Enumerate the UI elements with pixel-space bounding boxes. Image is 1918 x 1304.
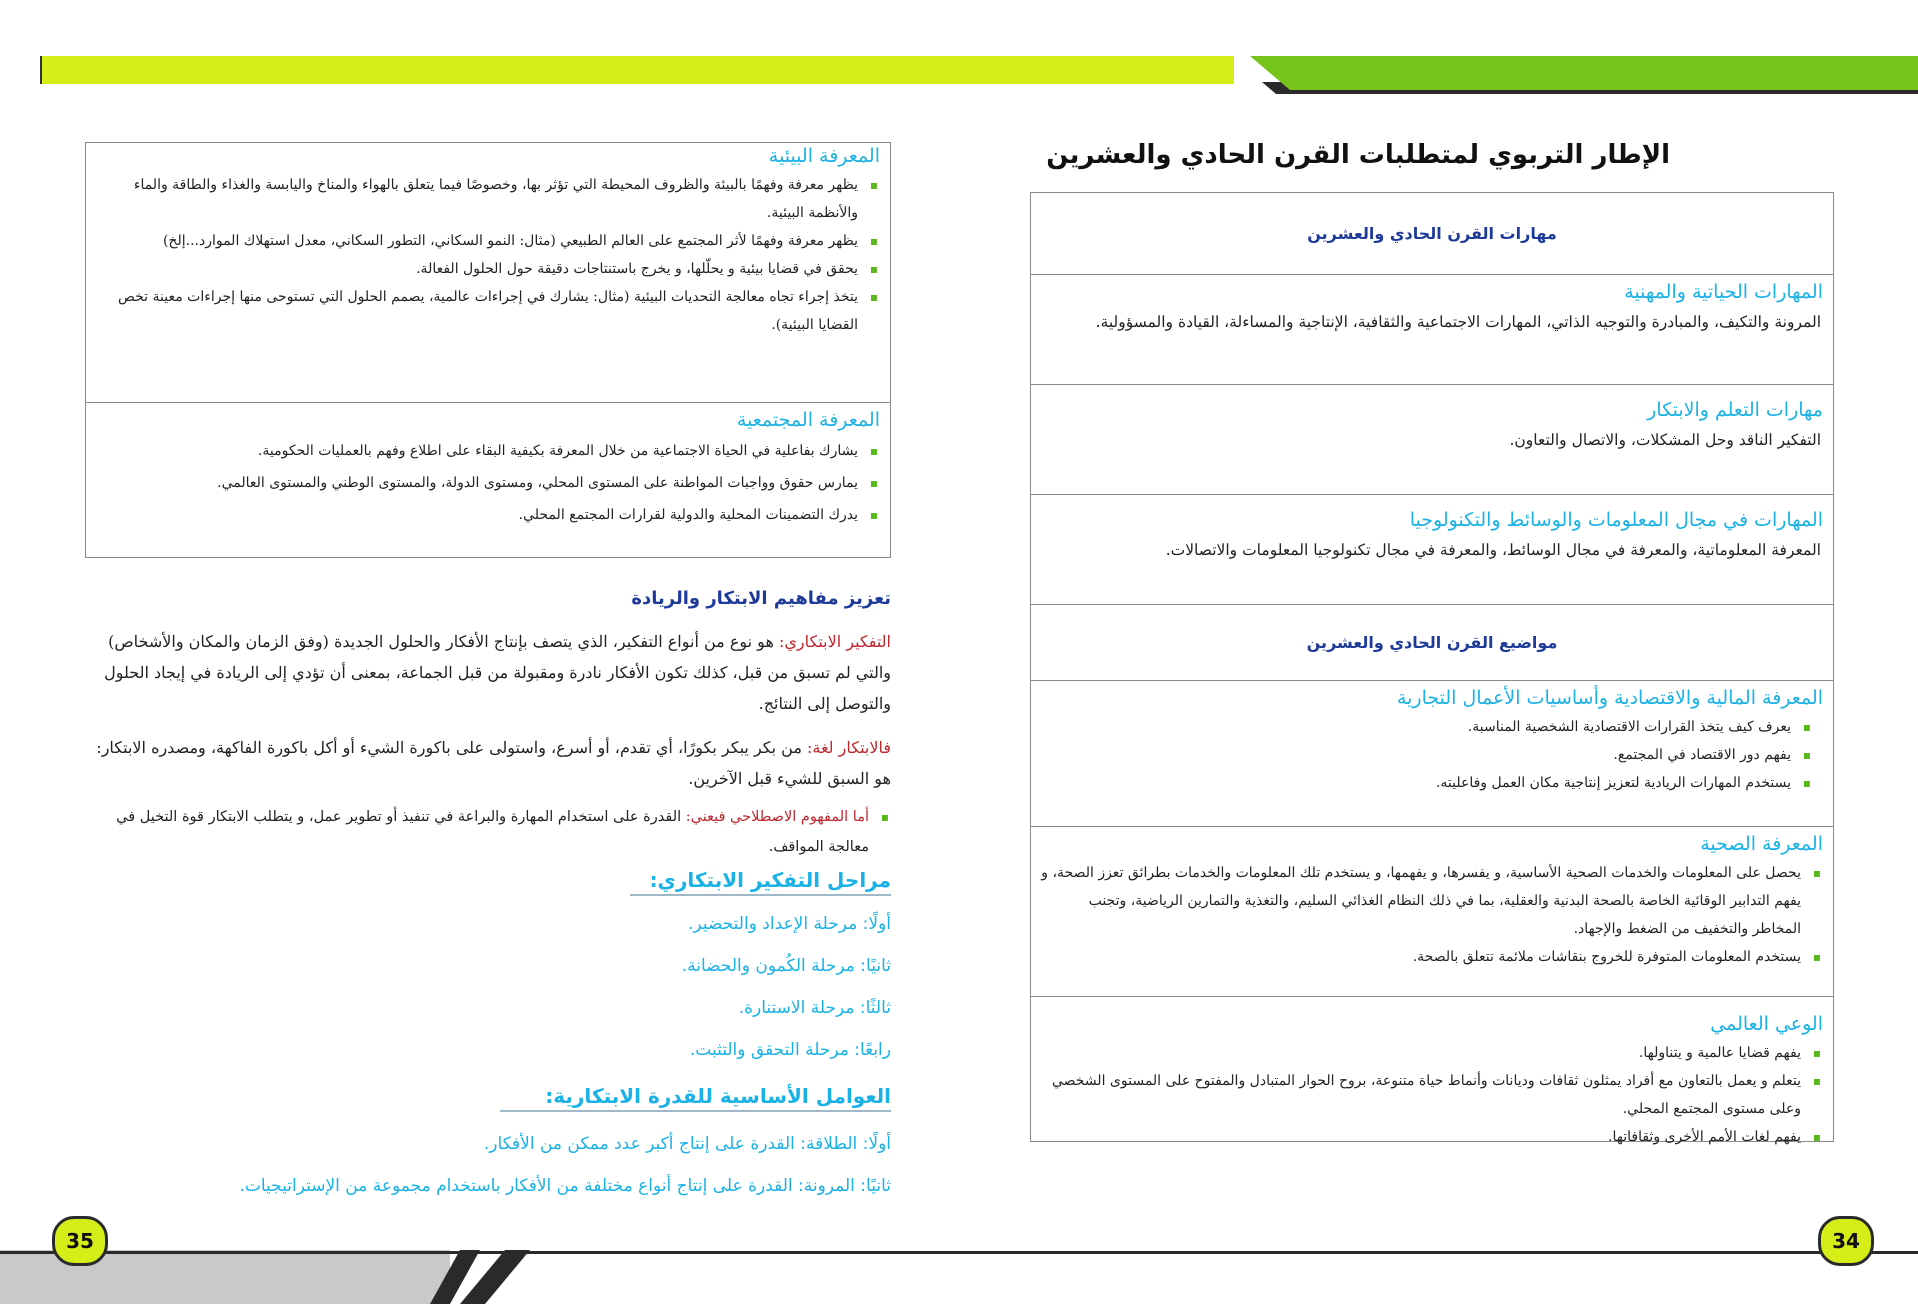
- list-item: ▪ يتعلم و يعمل بالتعاون مع أفراد يمثلون ثقافات وديانات وأنماط حياة متنوعة، بروح الحوار المتبادل والمفتوح على المستوى الشخصي وعلى مستوى المجتمع المحلي.: [1041, 1067, 1823, 1123]
- list-item: ▪ يظهر معرفة وفهمًا بالبيئة والظروف المحيطة التي تؤثر بها، وخصوصًا فيما يتعلق بالهواء والمناخ واليابسة والغذاء والطاقة والماء والأنظمة البيئية.: [96, 171, 880, 227]
- bullet-icon: ▪: [1812, 1046, 1821, 1060]
- list-item: ▪ يعرف كيف يتخذ القرارات الاقتصادية الشخصية المناسبة.: [1041, 713, 1813, 741]
- factor-item: أولًا: الطلاقة: القدرة على إنتاج أكبر عدد ممكن من الأفكار.: [483, 1134, 891, 1154]
- bullet-icon: ▪: [869, 262, 878, 276]
- bullet-icon: ▪: [1802, 776, 1811, 790]
- bullet-icon: ▪: [1812, 950, 1821, 964]
- list-item: ▪ يفهم لغات الأمم الأخرى وثقافاتها.: [1041, 1123, 1823, 1151]
- top-banner-right: [1250, 56, 1918, 90]
- section-title: المعرفة المجتمعية: [736, 409, 880, 431]
- topic-row: [86, 409, 890, 565]
- list-item: ▪ أما المفهوم الاصطلاحي فيعني: القدرة على استخدام المهارة والبراعة في تنفيذ أو تطوير عمل، و يتطلب الابتكار قوة التخيل في معالجة المواقف.: [85, 802, 891, 862]
- innovation-header: تعزيز مفاهيم الابتكار والريادة: [631, 588, 891, 609]
- bullet-icon: ▪: [869, 508, 878, 522]
- list-item: ▪ يتخذ إجراء تجاه معالجة التحديات البيئية (مثال: يشارك في إجراءات عالمية، يصمم الحلول التي تستوحى منها إجراءات معينة تخص القضايا البيئية).: [96, 283, 880, 339]
- list-item: ▪ يفهم قضايا عالمية و يتناولها.: [1041, 1039, 1823, 1067]
- section-title: المهارات الحياتية والمهنية: [1624, 281, 1823, 303]
- bullet-icon: ▪: [880, 810, 889, 824]
- section-title: الوعي العالمي: [1710, 1013, 1823, 1035]
- section-body: المرونة والتكيف، والمبادرة والتوجيه الذاتي، المهارات الاجتماعية والثقافية، الإنتاجية والمساءلة، القيادة والمسؤولية.: [1095, 313, 1821, 331]
- page-number-right: 34: [1818, 1216, 1874, 1266]
- topic-row: [1031, 1013, 1833, 1201]
- bullet-icon: ▪: [1812, 1074, 1821, 1088]
- skills-header: مهارات القرن الحادي والعشرين: [1307, 224, 1557, 243]
- stage-item: ثانيًا: مرحلة الكُمون والحضانة.: [681, 956, 891, 976]
- topics-header-row: [1031, 605, 1833, 681]
- knowledge-table: [85, 142, 891, 558]
- section-title: مهارات التعلم والابتكار: [1647, 399, 1823, 421]
- section-title: المهارات في مجال المعلومات والوسائط والتكنولوجيا: [1409, 509, 1823, 531]
- bullet-icon: ▪: [869, 290, 878, 304]
- list-item: ▪ يفهم دور الاقتصاد في المجتمع.: [1041, 741, 1813, 769]
- bottom-bar-line: [0, 1251, 1918, 1254]
- bullet-icon: ▪: [1812, 866, 1821, 880]
- page-number-left: 35: [52, 1216, 108, 1266]
- bullet-icon: ▪: [1802, 748, 1811, 762]
- definition-list: [85, 802, 891, 862]
- skill-row: [1031, 281, 1833, 385]
- topic-row: [1031, 833, 1833, 997]
- list-item: ▪ يظهر معرفة وفهمًا لأثر المجتمع على العالم الطبيعي (مثال: النمو السكاني، التطور السكاني، معدل استهلاك الموارد...إلخ): [96, 227, 880, 255]
- skill-row: [1031, 509, 1833, 605]
- factor-item: ثانيًا: المرونة: القدرة على إنتاج أنواع مختلفة من الأفكار باستخدام مجموعة من الإستراتيجيات.: [239, 1176, 891, 1196]
- language-paragraph: فالابتكار لغة: من بكر يبكر بكورًا، أي تقدم، أو أسرع، واستولى على باكورة الشيء أو أكل باكورة الفاكهة، ومصدره الابتكار: هو السبق للشيء قبل الآخرين.: [96, 738, 891, 788]
- term-label: فالابتكار لغة:: [806, 738, 891, 757]
- term-label: التفكير الابتكاري:: [778, 632, 891, 651]
- stages-header-wrap: [630, 868, 891, 896]
- factors-header: العوامل الأساسية للقدرة الابتكارية:: [500, 1084, 891, 1112]
- list-item: ▪ يستخدم المعلومات المتوفرة للخروج بنقاشات ملائمة تتعلق بالصحة.: [1041, 943, 1823, 971]
- skill-row: [1031, 399, 1833, 495]
- bullet-icon: ▪: [869, 178, 878, 192]
- list-item: ▪ يشارك بفاعلية في الحياة الاجتماعية من خلال المعرفة بكيفية البقاء على اطلاع وفهم بالعمليات الحكومية.: [96, 435, 880, 467]
- topics-header: مواضيع القرن الحادي والعشرين: [1306, 633, 1558, 652]
- stages-header: مراحل التفكير الابتكاري:: [630, 868, 891, 896]
- bullet-icon: ▪: [1812, 1130, 1821, 1144]
- framework-table: [1030, 192, 1834, 1145]
- page-title: الإطار التربوي لمتطلبات القرن الحادي والعشرين: [1046, 140, 1670, 170]
- section-body: المعرفة المعلوماتية، والمعرفة في مجال الوسائط، والمعرفة في مجال تكنولوجيا المعلومات والاتصالات.: [1165, 541, 1821, 559]
- top-banner-left: [40, 56, 1234, 87]
- bullet-icon: ▪: [1802, 720, 1811, 734]
- skills-header-row: [1031, 193, 1833, 275]
- stage-item: أولًا: مرحلة الإعداد والتحضير.: [688, 914, 891, 934]
- stage-item: ثالثًا: مرحلة الاستنارة.: [738, 998, 891, 1018]
- list-item: ▪ يستخدم المهارات الريادية لتعزيز إنتاجية مكان العمل وفاعليته.: [1041, 769, 1813, 797]
- section-title: المعرفة المالية والاقتصادية وأساسيات الأعمال التجارية: [1396, 687, 1823, 709]
- list-item: ▪ يمارس حقوق وواجبات المواطنة على المستوى المحلي، ومستوى الدولة، والمستوى الوطني والمستوى العالمي.: [96, 467, 880, 499]
- section-title: المعرفة الصحية: [1700, 833, 1823, 855]
- list-item: ▪ يحصل على المعلومات والخدمات الصحية الأساسية، و يفسرها، و يفهمها، و يستخدم تلك المعلومات والخدمات بطرائق تعزز الصحة، و يفهم التدابير الوقائية الخاصة بالصحة البدنية والعقلية، بما في ذلك النظام الغذائي السليم، والتغذية والتمارين الرياضية، وتجنب المخاطر والتخفيف من الضغط والإجهاد.: [1041, 859, 1823, 943]
- topic-row: [1031, 687, 1833, 827]
- factors-header-wrap: [500, 1084, 891, 1112]
- list-item: ▪ يحقق في قضايا بيئية و يحلّلها، و يخرج باستنتاجات دقيقة حول الحلول الفعالة.: [96, 255, 880, 283]
- innovation-paragraph: التفكير الابتكاري: هو نوع من أنواع التفكير، الذي يتصف بإنتاج الأفكار والحلول الجديدة (وفق الزمان والمكان والأشخاص) والتي لم تسبق من قبل، كذلك تكون الأفكار نادرة ومقبولة من قبل الجماعة، بمعنى أن تؤدي إلى الريادة في إيجاد الحلول والتوصل إلى النتائج.: [104, 632, 891, 713]
- bullet-icon: ▪: [869, 234, 878, 248]
- stage-item: رابعًا: مرحلة التحقق والتثبت.: [689, 1040, 891, 1060]
- bullet-icon: ▪: [869, 444, 878, 458]
- topic-row: [86, 145, 890, 403]
- bullet-icon: ▪: [869, 476, 878, 490]
- section-title: المعرفة البيئية: [768, 145, 880, 167]
- section-body: التفكير الناقد وحل المشكلات، والاتصال والتعاون.: [1509, 431, 1821, 449]
- list-item: ▪ يدرك التضمينات المحلية والدولية لقرارات المجتمع المحلي.: [96, 499, 880, 531]
